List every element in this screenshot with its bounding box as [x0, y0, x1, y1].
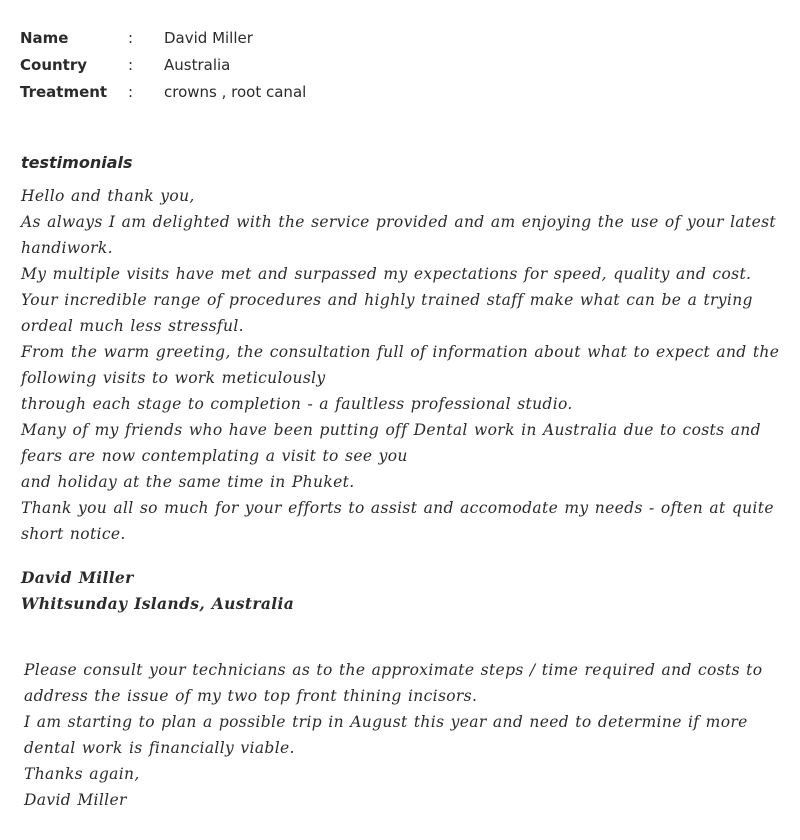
info-row-name: [20, 26, 306, 53]
testimonial-text: [21, 183, 783, 547]
testimonial-paragraph: Your incredible range of procedures and highly trained staff make what can be a trying ordeal much less stressful.: [21, 291, 753, 335]
testimonials-heading: testimonials: [21, 153, 133, 172]
signature-location: Whitsunday Islands, Australia: [21, 594, 295, 613]
request-text: [24, 657, 784, 813]
treatment-label: Treatment: [20, 83, 108, 101]
info-row-treatment: [20, 80, 306, 107]
testimonial-paragraph: Many of my friends who have been putting off Dental work in Australia due to costs and fears are now contemplating a visit to see you: [21, 421, 761, 465]
request-paragraph: Please consult your technicians as to the approximate steps / time required and costs to address the issue of my two top front thining incisors.: [24, 661, 763, 705]
patient-info: [20, 26, 306, 107]
name-colon: :: [128, 29, 134, 47]
testimonial-paragraph: Thank you all so much for your efforts to assist and accomodate my needs - often at quite short notice.: [21, 499, 774, 543]
name-label: Name: [20, 29, 69, 47]
testimonial-paragraph: As always I am delighted with the service provided and am enjoying the use of your latest handiwork.: [21, 213, 776, 257]
request-signoff: David Miller: [24, 791, 127, 809]
testimonial-paragraph: My multiple visits have met and surpassed my expectations for speed, quality and cost.: [21, 265, 752, 283]
testimonial-signature: [21, 565, 721, 617]
treatment-value: crowns , root canal: [164, 83, 307, 101]
testimonial-paragraph: Hello and thank you,: [21, 187, 195, 205]
testimonial-paragraph: through each stage to completion - a faultless professional studio.: [21, 395, 573, 413]
treatment-colon: :: [128, 83, 134, 101]
request-closing: Thanks again,: [24, 765, 140, 783]
signature-name: David Miller: [21, 568, 134, 587]
info-row-country: [20, 53, 306, 80]
request-paragraph: I am starting to plan a possible trip in August this year and need to determine if more dental work is financially viable.: [24, 713, 748, 757]
testimonial-paragraph: From the warm greeting, the consultation full of information about what to expect and the following visits to work meticulously: [21, 343, 780, 387]
testimonial-paragraph: and holiday at the same time in Phuket.: [21, 473, 355, 491]
name-value: David Miller: [164, 29, 253, 47]
country-value: Australia: [164, 56, 231, 74]
country-label: Country: [20, 56, 88, 74]
country-colon: :: [128, 56, 134, 74]
